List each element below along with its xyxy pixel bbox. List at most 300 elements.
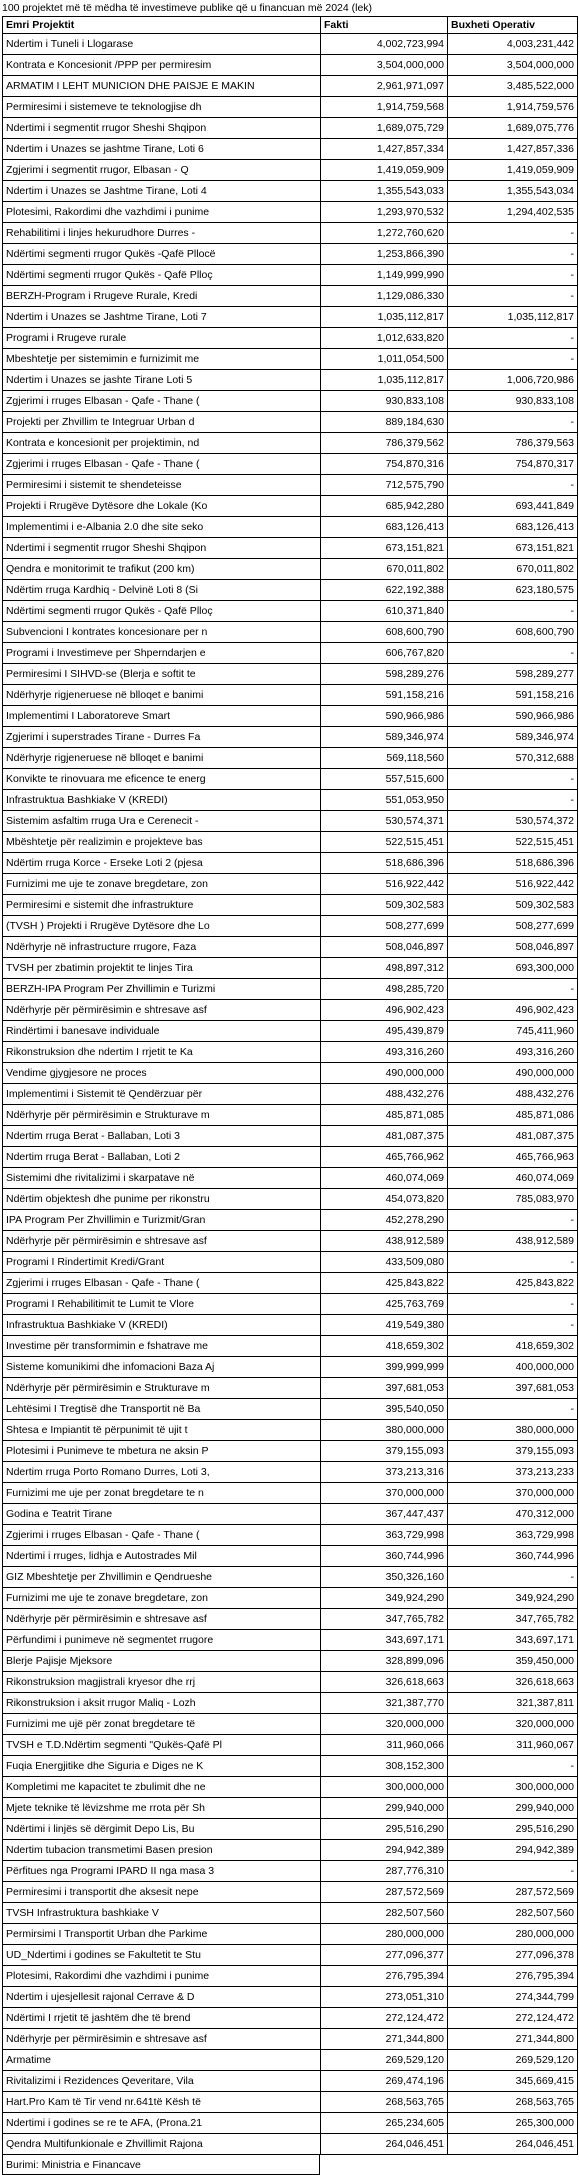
cell-project-name: Zgjerimi i segmentit rrugor, Elbasan - Q — [3, 160, 321, 181]
cell-fakti: 508,046,897 — [321, 937, 448, 958]
cell-project-name: Furnizimi me ujë për zonat bregdetare të — [3, 1714, 321, 1735]
cell-fakti: 268,563,765 — [321, 2092, 448, 2113]
cell-fakti: 311,960,066 — [321, 1735, 448, 1756]
cell-project-name: Ndertim rruga Berat - Ballaban, Loti 2 — [3, 1147, 321, 1168]
cell-project-name: Ndertim i Tuneli i Llogarase — [3, 34, 321, 55]
table-row — [3, 706, 578, 727]
cell-project-name: Ndertim rruga Porto Romano Durres, Loti 3, — [3, 1462, 321, 1483]
table-row — [3, 1399, 578, 1420]
cell-buxheti-operativ: 359,450,000 — [448, 1651, 578, 1672]
table-row — [3, 1777, 578, 1798]
cell-fakti: 518,686,396 — [321, 853, 448, 874]
cell-project-name: TVSH per zbatimin projektit te linjes Tira — [3, 958, 321, 979]
cell-project-name: Ndërtim rruga Kardhiq - Delvinë Loti 8 (Si — [3, 580, 321, 601]
cell-project-name: Hart.Pro Kam të Tir vend nr.641të Kësh të — [3, 2092, 321, 2113]
cell-fakti: 1,689,075,729 — [321, 118, 448, 139]
cell-project-name: Ndertim i Unazes se jashtme Tirane, Loti 6 — [3, 139, 321, 160]
header-row — [3, 17, 578, 34]
cell-buxheti-operativ: 300,000,000 — [448, 1777, 578, 1798]
cell-project-name: Ndërhyrje rigjeneruese në blloqet e banimi — [3, 748, 321, 769]
cell-project-name: Rikonstruksion dhe ndertim I rrjetit te Ka — [3, 1042, 321, 1063]
table-row — [3, 580, 578, 601]
cell-project-name: Ndertim i Unazes se jashte Tirane Loti 5 — [3, 370, 321, 391]
cell-project-name: Plotesimi, Rakordimi dhe vazhdimi i punime — [3, 202, 321, 223]
table-row — [3, 685, 578, 706]
cell-project-name: Plotesimi, Rakordimi dhe vazhdimi i punime — [3, 1966, 321, 1987]
cell-project-name: Investime për transformimin e fshatrave me — [3, 1336, 321, 1357]
cell-buxheti-operativ: 277,096,378 — [448, 1945, 578, 1966]
cell-project-name: Ndërtimi I rrjetit të jashtëm dhe të brend — [3, 2008, 321, 2029]
cell-buxheti-operativ: 349,924,290 — [448, 1588, 578, 1609]
cell-buxheti-operativ: 1,355,543,034 — [448, 181, 578, 202]
cell-fakti: 294,942,389 — [321, 1840, 448, 1861]
table-row — [3, 1882, 578, 1903]
table-title: 100 projektet më të mëdha të investimeve publike që u financuan më 2024 (lek) — [2, 2, 373, 14]
table-row — [3, 1231, 578, 1252]
cell-project-name: (TVSH ) Projekti i Rrugëve Dytësore dhe Lo — [3, 916, 321, 937]
cell-fakti: 496,902,423 — [321, 1000, 448, 1021]
cell-project-name: Zgjerimi i rruges Elbasan - Qafe - Thane ( — [3, 1273, 321, 1294]
cell-fakti: 598,289,276 — [321, 664, 448, 685]
cell-buxheti-operativ: 370,000,000 — [448, 1483, 578, 1504]
cell-buxheti-operativ: 786,379,563 — [448, 433, 578, 454]
cell-buxheti-operativ: 271,344,800 — [448, 2029, 578, 2050]
cell-project-name: Sisteme komunikimi dhe infomacioni Baza Aj — [3, 1357, 321, 1378]
cell-buxheti-operativ: 379,155,093 — [448, 1441, 578, 1462]
table-row — [3, 790, 578, 811]
cell-fakti: 300,000,000 — [321, 1777, 448, 1798]
table-row — [3, 1588, 578, 1609]
cell-project-name: Permiresimi I SIHVD-se (Blerja e softit te — [3, 664, 321, 685]
cell-fakti: 490,000,000 — [321, 1063, 448, 1084]
cell-fakti: 349,924,290 — [321, 1588, 448, 1609]
cell-fakti: 608,600,790 — [321, 622, 448, 643]
cell-fakti: 590,966,986 — [321, 706, 448, 727]
cell-project-name: Plotesimi i Punimeve te mbetura ne aksin P — [3, 1441, 321, 1462]
cell-fakti: 673,151,821 — [321, 538, 448, 559]
cell-buxheti-operativ: - — [448, 1756, 578, 1777]
cell-fakti: 328,899,096 — [321, 1651, 448, 1672]
table-row — [3, 517, 578, 538]
cell-project-name: Qendra Multifunkionale e Zhvillimit Rajona — [3, 2134, 321, 2155]
cell-project-name: Kontrata e koncesionit per projektimin, nd — [3, 433, 321, 454]
table-row — [3, 1273, 578, 1294]
cell-buxheti-operativ: 438,912,589 — [448, 1231, 578, 1252]
cell-buxheti-operativ: - — [448, 349, 578, 370]
cell-fakti: 454,073,820 — [321, 1189, 448, 1210]
table-row — [3, 76, 578, 97]
header-fakti: Fakti — [321, 17, 448, 34]
cell-fakti: 485,871,085 — [321, 1105, 448, 1126]
cell-buxheti-operativ: 509,302,583 — [448, 895, 578, 916]
table-row — [3, 1042, 578, 1063]
cell-project-name: Mbeshtetje per sistemimin e furnizimit me — [3, 349, 321, 370]
cell-buxheti-operativ: 745,411,960 — [448, 1021, 578, 1042]
table-row — [3, 55, 578, 76]
cell-fakti: 498,897,312 — [321, 958, 448, 979]
table-row — [3, 1546, 578, 1567]
cell-fakti: 589,346,974 — [321, 727, 448, 748]
cell-project-name: GIZ Mbeshtetje per Zhvillimin e Qendrueshe — [3, 1567, 321, 1588]
cell-fakti: 367,447,437 — [321, 1504, 448, 1525]
cell-project-name: Permiresimi i sistemit te shendeteisse — [3, 475, 321, 496]
cell-buxheti-operativ: - — [448, 1399, 578, 1420]
table-row — [3, 1441, 578, 1462]
cell-project-name: Ndertim i Unazes se Jashtme Tirane, Loti 4 — [3, 181, 321, 202]
cell-project-name: Ndërhyrje në infrastructure rrugore, Faza — [3, 937, 321, 958]
cell-fakti: 465,766,962 — [321, 1147, 448, 1168]
cell-project-name: Infrastruktua Bashkiake V (KREDI) — [3, 790, 321, 811]
cell-fakti: 433,509,080 — [321, 1252, 448, 1273]
table-row — [3, 475, 578, 496]
cell-project-name: Kompletimi me kapacitet te zbulimit dhe ne — [3, 1777, 321, 1798]
cell-buxheti-operativ: 490,000,000 — [448, 1063, 578, 1084]
cell-fakti: 606,767,820 — [321, 643, 448, 664]
cell-fakti: 493,316,260 — [321, 1042, 448, 1063]
cell-buxheti-operativ: 274,344,799 — [448, 1987, 578, 2008]
table-row — [3, 1147, 578, 1168]
cell-fakti: 264,046,451 — [321, 2134, 448, 2155]
cell-buxheti-operativ: 343,697,171 — [448, 1630, 578, 1651]
table-row — [3, 139, 578, 160]
cell-fakti: 1,012,633,820 — [321, 328, 448, 349]
table-row — [3, 202, 578, 223]
cell-buxheti-operativ: 276,795,394 — [448, 1966, 578, 1987]
cell-fakti: 373,213,316 — [321, 1462, 448, 1483]
cell-buxheti-operativ: - — [448, 412, 578, 433]
cell-buxheti-operativ: 591,158,216 — [448, 685, 578, 706]
cell-project-name: Permiresimi i sistemeve te teknologjise dh — [3, 97, 321, 118]
cell-project-name: Përfundimi i punimeve në segmentet rrugore — [3, 1630, 321, 1651]
table-row — [3, 328, 578, 349]
cell-fakti: 481,087,375 — [321, 1126, 448, 1147]
header-buxheti-operativ: Buxheti Operativ — [448, 17, 578, 34]
table-row — [3, 811, 578, 832]
cell-project-name: Infrastruktua Bashkiake V (KREDI) — [3, 1315, 321, 1336]
table-row — [3, 2008, 578, 2029]
cell-buxheti-operativ: 418,659,302 — [448, 1336, 578, 1357]
cell-fakti: 295,516,290 — [321, 1819, 448, 1840]
table-row — [3, 1294, 578, 1315]
table-row — [3, 307, 578, 328]
cell-buxheti-operativ: 397,681,053 — [448, 1378, 578, 1399]
cell-buxheti-operativ: 488,432,276 — [448, 1084, 578, 1105]
cell-project-name: Ndertim i Unazes se Jashtme Tirane, Loti 7 — [3, 307, 321, 328]
cell-fakti: 397,681,053 — [321, 1378, 448, 1399]
cell-project-name: Qendra e monitorimit te trafikut (200 km) — [3, 559, 321, 580]
cell-project-name: Ndërhyrje per përmirësimin e shtresave asf — [3, 2029, 321, 2050]
cell-buxheti-operativ: 1,294,402,535 — [448, 202, 578, 223]
cell-buxheti-operativ: 380,000,000 — [448, 1420, 578, 1441]
cell-project-name: Mjete teknike të lëvizshme me rrota për Sh — [3, 1798, 321, 1819]
cell-buxheti-operativ: 508,046,897 — [448, 937, 578, 958]
cell-fakti: 516,922,442 — [321, 874, 448, 895]
cell-project-name: Ndertim i ujesjellesit rajonal Cerrave & D — [3, 1987, 321, 2008]
cell-project-name: Sistemim asfaltim rruga Ura e Cerenecit - — [3, 811, 321, 832]
cell-project-name: Vendime gjygjesore ne proces — [3, 1063, 321, 1084]
cell-fakti: 438,912,589 — [321, 1231, 448, 1252]
cell-fakti: 488,432,276 — [321, 1084, 448, 1105]
cell-fakti: 425,843,822 — [321, 1273, 448, 1294]
table-row — [3, 664, 578, 685]
cell-buxheti-operativ: 1,427,857,336 — [448, 139, 578, 160]
table-row — [3, 1861, 578, 1882]
cell-fakti: 370,000,000 — [321, 1483, 448, 1504]
cell-project-name: Programi i Rrugeve rurale — [3, 328, 321, 349]
cell-fakti: 498,285,720 — [321, 979, 448, 1000]
cell-buxheti-operativ: 311,960,067 — [448, 1735, 578, 1756]
cell-project-name: Implementimi I Laboratoreve Smart — [3, 706, 321, 727]
cell-buxheti-operativ: 481,087,375 — [448, 1126, 578, 1147]
cell-buxheti-operativ: 598,289,277 — [448, 664, 578, 685]
table-row — [3, 1693, 578, 1714]
table-row — [3, 160, 578, 181]
cell-buxheti-operativ: 930,833,108 — [448, 391, 578, 412]
cell-project-name: Rikonstruksion magjistrali kryesor dhe rrj — [3, 1672, 321, 1693]
cell-fakti: 265,234,605 — [321, 2113, 448, 2134]
table-row — [3, 832, 578, 853]
cell-buxheti-operativ: 683,126,413 — [448, 517, 578, 538]
cell-buxheti-operativ: 326,618,663 — [448, 1672, 578, 1693]
cell-fakti: 495,439,879 — [321, 1021, 448, 1042]
cell-buxheti-operativ: 400,000,000 — [448, 1357, 578, 1378]
cell-fakti: 347,765,782 — [321, 1609, 448, 1630]
cell-fakti: 320,000,000 — [321, 1714, 448, 1735]
cell-project-name: Ndërtimi segmenti rrugor Qukës - Qafë Plloç — [3, 265, 321, 286]
table-row — [3, 2029, 578, 2050]
cell-fakti: 1,272,760,620 — [321, 223, 448, 244]
cell-fakti: 930,833,108 — [321, 391, 448, 412]
cell-fakti: 287,572,569 — [321, 1882, 448, 1903]
table-row — [3, 1462, 578, 1483]
cell-buxheti-operativ: - — [448, 265, 578, 286]
cell-fakti: 271,344,800 — [321, 2029, 448, 2050]
source-note: Burimi: Ministria e Financave — [2, 2155, 320, 2175]
cell-fakti: 308,152,300 — [321, 1756, 448, 1777]
cell-fakti: 395,540,050 — [321, 1399, 448, 1420]
cell-buxheti-operativ: - — [448, 328, 578, 349]
cell-project-name: Ndertimi i segmentit rrugor Sheshi Shqipon — [3, 118, 321, 139]
cell-fakti: 326,618,663 — [321, 1672, 448, 1693]
table-row — [3, 1966, 578, 1987]
cell-fakti: 622,192,388 — [321, 580, 448, 601]
cell-project-name: Ndërhyrje rigjeneruese në blloqet e banimi — [3, 685, 321, 706]
cell-project-name: IPA Program Per Zhvillimin e Turizmit/Gran — [3, 1210, 321, 1231]
table-row — [3, 2134, 578, 2155]
cell-project-name: Ndërhyrje për përmirësimin e shtresave asf — [3, 1609, 321, 1630]
cell-project-name: Fuqia Energjitike dhe Siguria e Diges ne K — [3, 1756, 321, 1777]
table-row — [3, 1420, 578, 1441]
cell-fakti: 3,504,000,000 — [321, 55, 448, 76]
cell-buxheti-operativ: 522,515,451 — [448, 832, 578, 853]
cell-project-name: Implementimi i Sistemit të Qendërzuar për — [3, 1084, 321, 1105]
table-row — [3, 1714, 578, 1735]
table-row — [3, 1735, 578, 1756]
cell-fakti: 509,302,583 — [321, 895, 448, 916]
cell-fakti: 299,940,000 — [321, 1798, 448, 1819]
cell-buxheti-operativ: 460,074,069 — [448, 1168, 578, 1189]
cell-fakti: 522,515,451 — [321, 832, 448, 853]
table-row — [3, 496, 578, 517]
cell-project-name: Rikonstruksion i aksit rrugor Maliq - Lozh — [3, 1693, 321, 1714]
cell-project-name: Permiresimi i transportit dhe aksesit nepe — [3, 1882, 321, 1903]
cell-fakti: 269,529,120 — [321, 2050, 448, 2071]
cell-fakti: 363,729,998 — [321, 1525, 448, 1546]
cell-fakti: 591,158,216 — [321, 685, 448, 706]
cell-buxheti-operativ: 754,870,317 — [448, 454, 578, 475]
cell-fakti: 530,574,371 — [321, 811, 448, 832]
cell-buxheti-operativ: - — [448, 979, 578, 1000]
cell-project-name: Godina e Teatrit Tirane — [3, 1504, 321, 1525]
table-row — [3, 1378, 578, 1399]
table-row — [3, 1084, 578, 1105]
cell-project-name: Ndertimi i godines se re te AFA, (Prona.21 — [3, 2113, 321, 2134]
cell-fakti: 1,427,857,334 — [321, 139, 448, 160]
cell-fakti: 1,293,970,532 — [321, 202, 448, 223]
cell-fakti: 277,096,377 — [321, 1945, 448, 1966]
table-row — [3, 265, 578, 286]
cell-project-name: ARMATIM I LEHT MUNICION DHE PAISJE E MAKIN — [3, 76, 321, 97]
cell-buxheti-operativ: 3,485,522,000 — [448, 76, 578, 97]
cell-fakti: 551,053,950 — [321, 790, 448, 811]
cell-buxheti-operativ: 570,312,688 — [448, 748, 578, 769]
cell-project-name: Programi i Investimeve per Shperndarjen e — [3, 643, 321, 664]
cell-fakti: 1,355,543,033 — [321, 181, 448, 202]
cell-buxheti-operativ: 282,507,560 — [448, 1903, 578, 1924]
cell-buxheti-operativ: 287,572,569 — [448, 1882, 578, 1903]
table-row — [3, 1945, 578, 1966]
cell-buxheti-operativ: 1,689,075,776 — [448, 118, 578, 139]
cell-fakti: 343,697,171 — [321, 1630, 448, 1651]
cell-fakti: 1,914,759,568 — [321, 97, 448, 118]
cell-project-name: BERZH-IPA Program Per Zhvillimin e Turizmi — [3, 979, 321, 1000]
cell-project-name: Ndërhyrje për përmirësimin e Strukturave m — [3, 1378, 321, 1399]
table-row — [3, 748, 578, 769]
cell-buxheti-operativ: 1,035,112,817 — [448, 307, 578, 328]
table-row — [3, 769, 578, 790]
cell-buxheti-operativ: 363,729,998 — [448, 1525, 578, 1546]
cell-fakti: 321,387,770 — [321, 1693, 448, 1714]
cell-project-name: Projekti i Rrugëve Dytësore dhe Lokale (Ko — [3, 496, 321, 517]
cell-buxheti-operativ: 347,765,782 — [448, 1609, 578, 1630]
table-row — [3, 1672, 578, 1693]
cell-fakti: 610,371,840 — [321, 601, 448, 622]
table-row — [3, 916, 578, 937]
cell-project-name: TVSH e T.D.Ndërtim segmenti "Qukës-Qafë Pl — [3, 1735, 321, 1756]
cell-buxheti-operativ: 589,346,974 — [448, 727, 578, 748]
table-row — [3, 34, 578, 55]
cell-fakti: 425,763,769 — [321, 1294, 448, 1315]
table-row — [3, 958, 578, 979]
cell-fakti: 557,515,600 — [321, 769, 448, 790]
cell-fakti: 419,549,380 — [321, 1315, 448, 1336]
cell-fakti: 2,961,971,097 — [321, 76, 448, 97]
cell-buxheti-operativ: 516,922,442 — [448, 874, 578, 895]
cell-buxheti-operativ: 373,213,233 — [448, 1462, 578, 1483]
table-row — [3, 1819, 578, 1840]
table-row — [3, 1987, 578, 2008]
cell-fakti: 399,999,999 — [321, 1357, 448, 1378]
cell-project-name: Rehabilitimi i linjes hekurudhore Durres - — [3, 223, 321, 244]
cell-buxheti-operativ: - — [448, 769, 578, 790]
table-row — [3, 181, 578, 202]
table-row — [3, 937, 578, 958]
cell-buxheti-operativ: - — [448, 475, 578, 496]
projects-table — [2, 16, 578, 2155]
cell-fakti: 889,184,630 — [321, 412, 448, 433]
table-row — [3, 1063, 578, 1084]
cell-fakti: 1,035,112,817 — [321, 370, 448, 391]
cell-project-name: Furnizimi me uje te zonave bregdetare, zon — [3, 1588, 321, 1609]
cell-buxheti-operativ: 265,300,000 — [448, 2113, 578, 2134]
cell-project-name: Ndërtimi segmenti rrugor Qukës - Qafë Plloç — [3, 601, 321, 622]
cell-fakti: 508,277,699 — [321, 916, 448, 937]
table-row — [3, 433, 578, 454]
cell-buxheti-operativ: - — [448, 1294, 578, 1315]
cell-buxheti-operativ: 530,574,372 — [448, 811, 578, 832]
cell-buxheti-operativ: - — [448, 286, 578, 307]
cell-project-name: Ndertimi i segmentit rrugor Sheshi Shqipon — [3, 538, 321, 559]
table-row — [3, 1798, 578, 1819]
cell-buxheti-operativ: 1,419,059,909 — [448, 160, 578, 181]
cell-buxheti-operativ: 465,766,963 — [448, 1147, 578, 1168]
table-row — [3, 1504, 578, 1525]
cell-buxheti-operativ: 264,046,451 — [448, 2134, 578, 2155]
table-row — [3, 874, 578, 895]
cell-fakti: 1,035,112,817 — [321, 307, 448, 328]
cell-fakti: 282,507,560 — [321, 1903, 448, 1924]
table-row — [3, 1483, 578, 1504]
table-row — [3, 118, 578, 139]
cell-buxheti-operativ: - — [448, 223, 578, 244]
cell-buxheti-operativ: 508,277,699 — [448, 916, 578, 937]
cell-project-name: Furnizimi me uje te zonave bregdetare, zon — [3, 874, 321, 895]
cell-fakti: 379,155,093 — [321, 1441, 448, 1462]
table-row — [3, 2050, 578, 2071]
cell-buxheti-operativ: 493,316,260 — [448, 1042, 578, 1063]
cell-fakti: 712,575,790 — [321, 475, 448, 496]
cell-buxheti-operativ: - — [448, 601, 578, 622]
cell-project-name: Ndërhyrje për përmirësimin e shtresave asf — [3, 1231, 321, 1252]
cell-fakti: 569,118,560 — [321, 748, 448, 769]
cell-buxheti-operativ: 693,300,000 — [448, 958, 578, 979]
table-row — [3, 979, 578, 1000]
cell-project-name: Rindërtimi i banesave individuale — [3, 1021, 321, 1042]
cell-project-name: Programi I Rindertimit Kredi/Grant — [3, 1252, 321, 1273]
cell-fakti: 1,419,059,909 — [321, 160, 448, 181]
table-row — [3, 370, 578, 391]
table-row — [3, 1525, 578, 1546]
cell-project-name: Zgjerimi i superstrades Tirane - Durres Fa — [3, 727, 321, 748]
table-row — [3, 559, 578, 580]
cell-project-name: BERZH-Program i Rrugeve Rurale, Kredi — [3, 286, 321, 307]
cell-fakti: 685,942,280 — [321, 496, 448, 517]
cell-fakti: 460,074,069 — [321, 1168, 448, 1189]
cell-project-name: Shtesa e Impiantit të përpunimit të ujit t — [3, 1420, 321, 1441]
table-row — [3, 1168, 578, 1189]
cell-project-name: Zgjerimi i rruges Elbasan - Qafe - Thane ( — [3, 1525, 321, 1546]
cell-fakti: 1,253,866,390 — [321, 244, 448, 265]
cell-project-name: Permiresimi e sistemit dhe infrastrukture — [3, 895, 321, 916]
cell-project-name: Konvikte te rinovuara me eficence te energ — [3, 769, 321, 790]
cell-fakti: 754,870,316 — [321, 454, 448, 475]
cell-buxheti-operativ: - — [448, 1252, 578, 1273]
table-row — [3, 1903, 578, 1924]
table-row — [3, 412, 578, 433]
table-row — [3, 391, 578, 412]
cell-buxheti-operativ: - — [448, 1567, 578, 1588]
cell-buxheti-operativ: 269,529,120 — [448, 2050, 578, 2071]
